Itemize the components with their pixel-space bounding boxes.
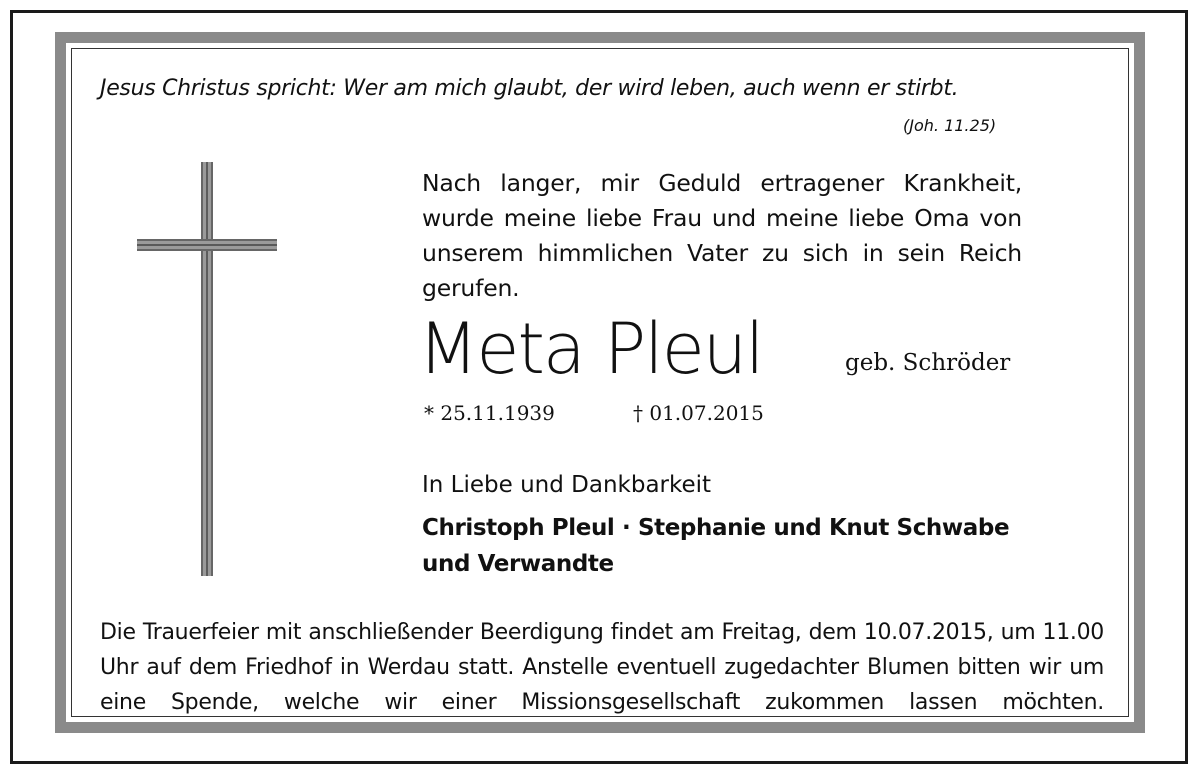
mourners-line-2: und Verwandte — [422, 551, 614, 577]
verse-reference: (Joh. 11.25) — [903, 116, 997, 135]
mourners-line-1: Christoph Pleul · Stephanie und Knut Schwabe — [422, 515, 1010, 541]
funeral-info: Die Trauerfeier mit anschließender Beerdigung findet am Freitag, dem 10.07.2015, um 11.00 Uhr auf dem Friedhof in Werdau statt. Anstelle eventuell zugedachter Blumen bitten wir um eine Spende, welche wir einer Missionsgesellschaft zukommen lassen möchten. — [100, 620, 1104, 715]
death-date: † 01.07.2015 — [633, 401, 764, 425]
mourners — [422, 510, 1009, 582]
maiden-name: geb. Schröder — [845, 350, 1011, 376]
intro-text: Nach langer, mir Geduld ertragener Krankheit, wurde meine liebe Frau und meine liebe Oma von unserem himmlichen Vater zu sich in sein Reich gerufen. — [422, 169, 1022, 302]
bible-verse: Jesus Christus spricht: Wer am mich glaubt, der wird leben, auch wenn er stirbt. — [100, 76, 959, 101]
birth-date: * 25.11.1939 — [424, 401, 555, 425]
cross-icon — [135, 160, 280, 580]
dedication: In Liebe und Dankbarkeit — [422, 472, 712, 498]
deceased-name: Meta Pleul — [418, 308, 763, 390]
